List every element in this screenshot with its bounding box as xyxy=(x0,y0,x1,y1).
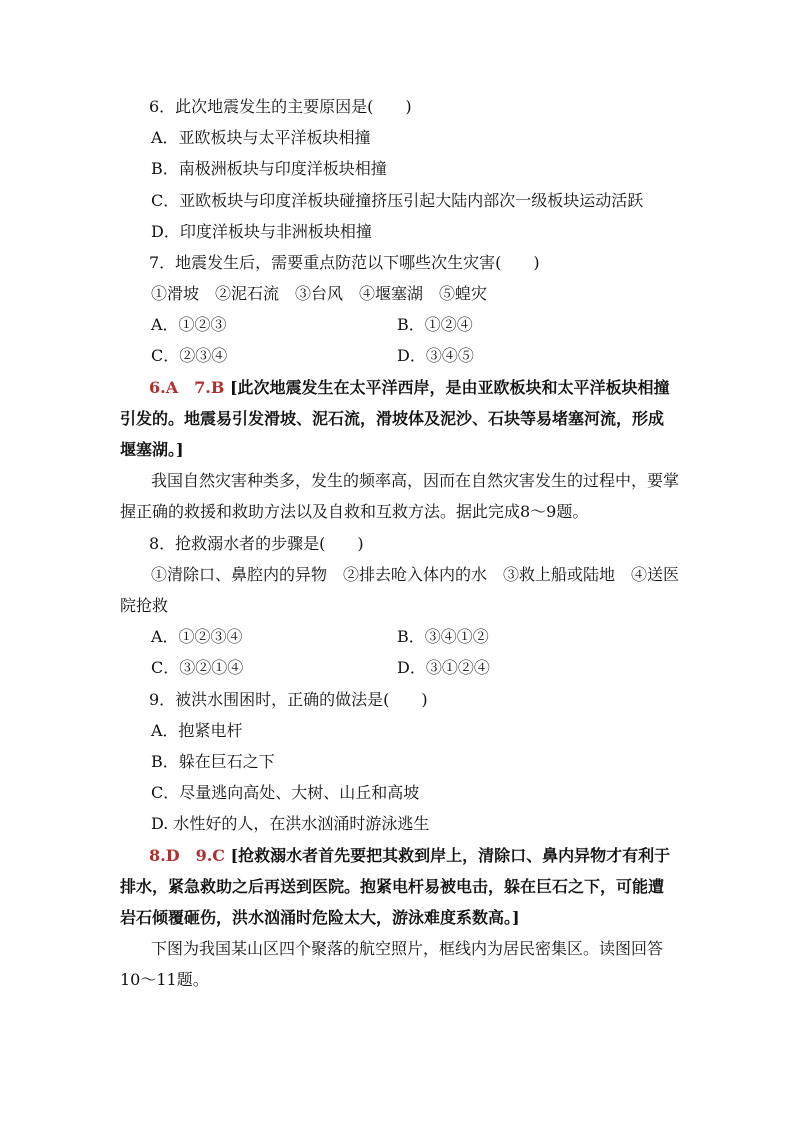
answer-explanation-8-9-part2: 排水，紧急救助之后再送到医院。抱紧电杆易被电击，躲在巨石之下，可能遭 xyxy=(120,877,665,896)
q7-option-c: C．②③④ xyxy=(151,346,228,365)
q8-option-b: B．③④①② xyxy=(397,627,489,646)
q9-option-d: D. 水性好的人，在洪水汹涌时游泳逃生 xyxy=(151,814,430,833)
q9-option-b: B．躲在巨石之下 xyxy=(151,752,275,771)
q6-option-b: B．南极洲板块与印度洋板块相撞 xyxy=(151,159,387,178)
q7-option-d: D．③④⑤ xyxy=(397,346,474,365)
answer-key-6-7: 6.A 7.B xyxy=(149,378,225,397)
intro-10-11-line2: 10～11题。 xyxy=(120,970,209,989)
answer-8-9-line1 xyxy=(149,846,670,866)
q8-stem: 8．抢救溺水者的步骤是( ) xyxy=(149,534,364,553)
q6-option-d: D．印度洋板块与非洲板块相撞 xyxy=(151,222,372,241)
answer-key-8-9: 8.D 9.C xyxy=(149,846,226,865)
q8-items-line2: 院抢救 xyxy=(120,596,169,615)
q8-items-line1: ①清除口、鼻腔内的异物 ②排去呛入体内的水 ③救上船或陆地 ④送医 xyxy=(151,565,680,584)
answer-6-7-line1 xyxy=(149,378,670,398)
answer-explanation-8-9-part3: 岩石倾覆砸伤，洪水汹涌时危险太大，游泳难度系数高。] xyxy=(120,908,520,927)
q9-option-c: C．尽量逃向高处、大树、山丘和高坡 xyxy=(151,783,420,802)
q7-option-b: B．①②④ xyxy=(397,315,473,334)
q8-option-c: C．③②①④ xyxy=(151,658,244,677)
q8-option-d: D．③①②④ xyxy=(397,658,490,677)
q9-stem: 9．被洪水围困时，正确的做法是( ) xyxy=(149,690,428,709)
q6-option-a: A．亚欧板块与太平洋板块相撞 xyxy=(151,128,371,147)
answer-explanation-6-7-part1: [此次地震发生在太平洋西岸，是由亚欧板块和太平洋板块相撞 xyxy=(229,378,670,397)
q7-option-a: A．①②③ xyxy=(151,315,227,334)
q6-stem: 6．此次地震发生的主要原因是( ) xyxy=(149,97,412,116)
intro-8-9-line2: 握正确的救援和救助方法以及自救和互救方法。据此完成8～9题。 xyxy=(120,502,589,521)
q7-items: ①滑坡 ②泥石流 ③台风 ④堰塞湖 ⑤蝗灾 xyxy=(151,284,488,303)
intro-10-11-line1: 下图为我国某山区四个聚落的航空照片，框线内为居民密集区。读图回答 xyxy=(151,939,664,958)
intro-8-9-line1: 我国自然灾害种类多，发生的频率高，因而在自然灾害发生的过程中，要掌 xyxy=(151,471,680,490)
answer-explanation-8-9-part1: [抢救溺水者首先要把其救到岸上，清除口、鼻内异物才有利于 xyxy=(230,846,671,865)
answer-explanation-6-7-part3: 堰塞湖。] xyxy=(120,440,184,459)
q6-option-c: C．亚欧板块与印度洋板块碰撞挤压引起大陆内部次一级板块运动活跃 xyxy=(151,191,644,210)
q9-option-a: A．抱紧电杆 xyxy=(151,721,243,740)
q8-option-a: A．①②③④ xyxy=(151,627,243,646)
q7-stem: 7．地震发生后，需要重点防范以下哪些次生灾害( ) xyxy=(149,253,540,272)
answer-explanation-6-7-part2: 引发的。地震易引发滑坡、泥石流，滑坡体及泥沙、石块等易堵塞河流，形成 xyxy=(120,409,665,428)
